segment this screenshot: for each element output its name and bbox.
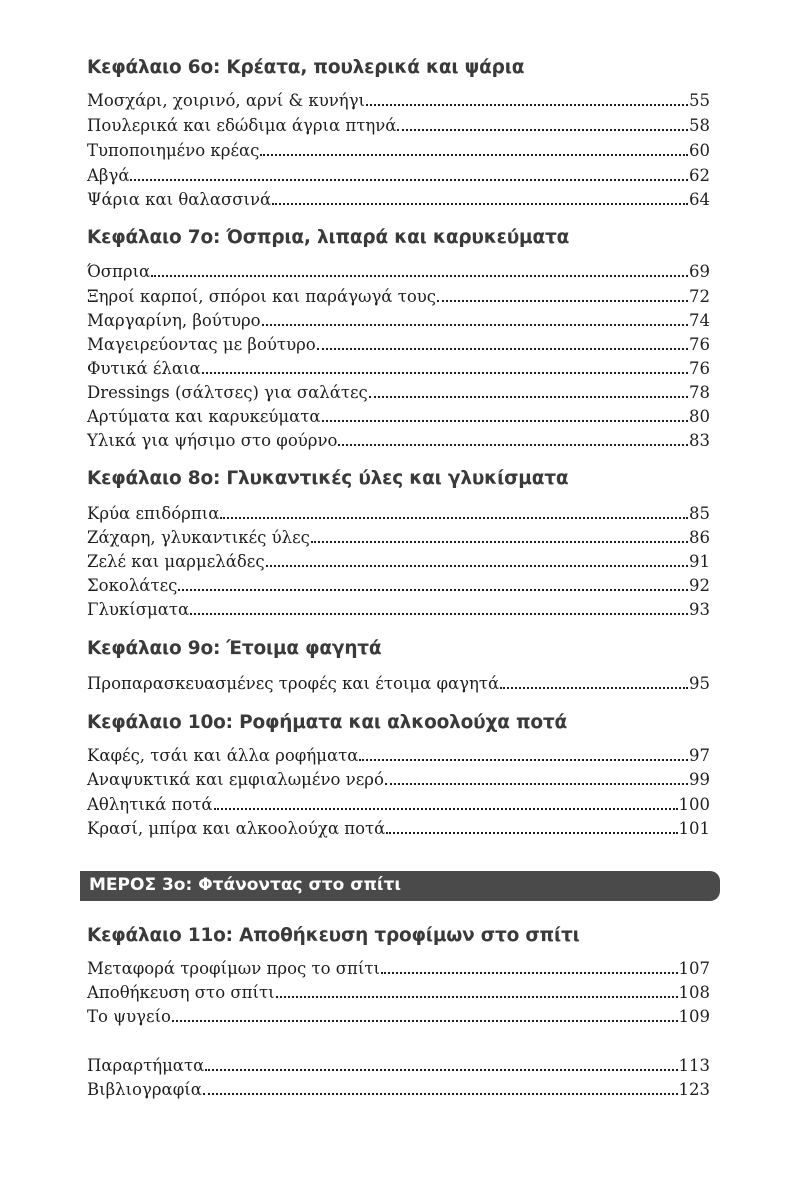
toc-entry-page: 86 [689,528,710,547]
toc-entry-page: 100 [678,795,710,814]
toc-entry-page: 92 [689,576,710,595]
dot-leader [203,1093,678,1095]
toc-entry[interactable] [87,959,710,983]
dot-leader [130,179,688,181]
toc-entry[interactable] [87,190,710,214]
chapter-9-heading: Κεφάλαιο 9ο: Έτοιμα φαγητά [87,638,382,659]
toc-entry-title: Μεταφορά τροφίμων προς το σπίτι [87,959,380,978]
dot-leader [322,420,688,422]
toc-entry-page: 109 [678,1007,710,1026]
part-3-label: ΜΕΡΟΣ 3ο: Φτάνοντας στο σπίτι [89,875,402,895]
toc-entry-appendix[interactable] [87,1056,710,1080]
chapter-7-heading: Κεφάλαιο 7ο: Όσπρια, λιπαρά και καρυκεύματα [87,227,570,248]
toc-entry-title: Ξηροί καρποί, σπόροι και παράγωγά τους [87,287,437,306]
dot-leader [437,300,688,302]
dot-leader [202,372,688,374]
toc-entry-page: 72 [689,287,710,306]
toc-entry-title: Μαργαρίνη, βούτυρο [87,311,261,330]
dot-leader [386,832,677,834]
toc-entry-page: 93 [689,600,710,619]
toc-entry-title: Πουλερικά και εδώδιμα άγρια πτηνά [87,116,397,135]
toc-entry[interactable] [87,576,710,600]
toc-entry[interactable] [87,116,710,140]
toc-entry-title: Υλικά για ψήσιμο στο φούρνο [87,431,338,450]
dot-leader [262,324,688,326]
chapter-8-heading: Κεφάλαιο 8ο: Γλυκαντικές ύλες και γλυκίσματα [87,468,569,489]
toc-entry-page: 91 [689,552,710,571]
toc-entry-page: 108 [678,983,710,1002]
toc-entry-title: Dressings (σάλτσες) για σαλάτες [87,383,368,402]
toc-entry[interactable] [87,746,710,770]
toc-entry[interactable] [87,359,710,383]
toc-entry-title: Μαγειρεύοντας με βούτυρο [87,335,316,354]
toc-entry-page: 83 [689,431,710,450]
dot-leader [359,759,688,761]
toc-entry-title: Βιβλιογραφία [87,1080,202,1099]
toc-entry[interactable] [87,1007,710,1031]
toc-entry-title: Αθλητικά ποτά [87,795,213,814]
toc-entry[interactable] [87,91,710,115]
toc-entry-title: Καφές, τσάι και άλλα ροφήματα [87,746,359,765]
chapter-10-heading: Κεφάλαιο 10ο: Ροφήματα και αλκοολούχα ποτά [87,712,568,733]
toc-entry-title: Κρύα επιδόρπια [87,504,220,523]
dot-leader [276,996,678,998]
toc-entry-page: 58 [689,116,710,135]
toc-entry-title: Μοσχάρι, χοιρινό, αρνί & κυνήγι [87,91,366,110]
dot-leader [311,541,688,543]
chapter-6-heading: Κεφάλαιο 6ο: Κρέατα, πουλερικά και ψάρια [87,57,525,78]
toc-entry-title: Αρτύματα και καρυκεύματα [87,407,321,426]
toc-entry-page: 76 [689,335,710,354]
toc-entry[interactable] [87,141,710,165]
toc-entry-title: Σοκολάτες [87,576,178,595]
toc-entry-title: Ζάχαρη, γλυκαντικές ύλες [87,528,310,547]
toc-entry-title: Φυτικά έλαια [87,359,201,378]
toc-entry-title: Προπαρασκευασμένες τροφές και έτοιμα φαγητά [87,674,500,693]
toc-entry[interactable] [87,431,710,455]
toc-entry[interactable] [87,407,710,431]
toc-entry-page: 107 [678,959,710,978]
toc-entry[interactable] [87,262,710,286]
toc-entry-title: Παραρτήματα [87,1056,205,1075]
dot-leader [317,348,688,350]
toc-entry-title: Αναψυκτικά και εμφιαλωμένο νερό [87,770,384,789]
toc-entry-title: Αβγά [87,166,130,185]
toc-entry[interactable] [87,600,710,624]
toc-entry[interactable] [87,504,710,528]
toc-entry-page: 62 [689,166,710,185]
toc-entry-page: 60 [689,141,710,160]
toc-entry[interactable] [87,383,710,407]
dot-leader [366,104,688,106]
toc-entry-title: Ψάρια και θαλασσινά [87,190,272,209]
dot-leader [205,1069,677,1071]
dot-leader [260,154,688,156]
toc-entry-title: Κρασί, μπίρα και αλκοολούχα ποτά [87,819,386,838]
toc-entry[interactable] [87,795,710,819]
toc-entry[interactable] [87,552,710,576]
dot-leader [220,517,688,519]
toc-entry-title: Όσπρια [87,262,151,281]
dot-leader [397,129,688,131]
toc-entry-page: 95 [689,674,710,693]
toc-entry-page: 55 [689,91,710,110]
dot-leader [172,1020,678,1022]
toc-entry-page: 80 [689,407,710,426]
dot-leader [214,808,678,810]
dot-leader [385,783,688,785]
toc-entry[interactable] [87,770,710,794]
toc-entry[interactable] [87,311,710,335]
toc-entry-page: 97 [689,746,710,765]
dot-leader [369,396,688,398]
toc-entry-page: 123 [678,1080,710,1099]
toc-entry[interactable] [87,166,710,190]
toc-entry[interactable] [87,983,710,1007]
toc-entry-page: 99 [689,770,710,789]
toc-entry[interactable] [87,287,710,311]
dot-leader [381,972,678,974]
dot-leader [190,613,688,615]
toc-entry-page: 76 [689,359,710,378]
toc-entry[interactable] [87,819,710,843]
toc-entry[interactable] [87,528,710,552]
dot-leader [338,444,688,446]
toc-entry-page: 113 [678,1056,710,1075]
toc-entry-title: Το ψυγείο [87,1007,171,1026]
toc-entry[interactable] [87,335,710,359]
toc-entry-bibliography[interactable] [87,1080,710,1104]
toc-entry-title: Αποθήκευση στο σπίτι [87,983,275,1002]
dot-leader [151,275,688,277]
toc-entry-page: 101 [678,819,710,838]
chapter-11-heading: Κεφάλαιο 11ο: Αποθήκευση τροφίμων στο σπίτι [87,925,580,946]
toc-entry-title: Τυποποιημένο κρέας [87,141,260,160]
dot-leader [178,589,688,591]
dot-leader [272,203,688,205]
toc-entry-page: 69 [689,262,710,281]
toc-entry-page: 74 [689,311,710,330]
toc-entry-title: Ζελέ και μαρμελάδες [87,552,265,571]
toc-entry-page: 78 [689,383,710,402]
toc-entry[interactable] [87,674,710,698]
toc-entry-title: Γλυκίσματα [87,600,190,619]
toc-entry-page: 85 [689,504,710,523]
dot-leader [266,565,688,567]
dot-leader [500,687,688,689]
toc-entry-page: 64 [689,190,710,209]
part-3-banner [80,871,720,901]
